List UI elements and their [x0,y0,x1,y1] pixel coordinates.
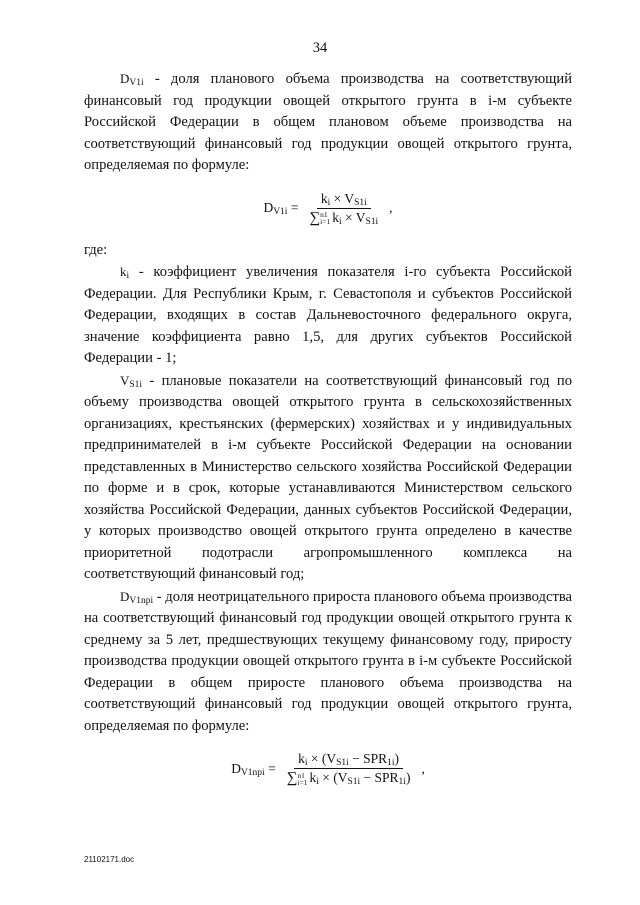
formula-denominator: ∑ n1 i=1 $k_i \times (V_{S1i} - SPR_{1i})$ [286,770,411,787]
formula-lhs: $D_{V1npi}$ = [231,760,276,778]
symbol: D [120,71,130,86]
symbol: k [120,264,127,279]
symbol-subscript: i [126,271,130,281]
page-number: 34 [312,40,328,56]
paragraph-text: - доля неотрицательного прироста планового объема производства на соответствующий финансовый год продукции овощей открытого грунта к среднему за 5 лет, предшествующих текущему финансовому году, приросту производства продукции овощей открытого грунта в i-м субъекте Российской Федерации в общем приросте планового объема производства на соответствующий финансовый год продукции овощей открытого грунта, определяемая по формуле: [84,588,573,734]
formula-fraction [305,191,382,226]
formula-denominator: ∑ n1 i=1 $k_i \times V_{S1i}$ [309,209,379,227]
symbol-subscript: S1i [129,379,143,390]
footer-filename: 21102171.doc [84,855,135,864]
paragraph-text: - коэффициент увеличения показателя i-го субъекта Российской Федерации. Для Республики Крым, г. Севастополя и субъектов Российской Федерации, входящих в состав Дальневосточного федерального округа, значение коэффициента равно 1,5, для других субъектов Российской Федерации - 1; [84,264,572,366]
formula-fraction [283,751,415,786]
paragraph-dv1npi-definition [84,586,572,738]
formula-lhs: $D_{V1i}$ = [263,200,299,217]
symbol-subscript: V1npi [129,595,154,606]
symbol-subscript: V1i [129,78,144,88]
paragraph-vs1i-definition [84,370,572,586]
symbol: D [120,588,130,604]
formula-dv1i [84,191,572,226]
formula-tail: , [421,760,425,776]
where-label: где: [84,241,108,258]
formula-dv1npi [84,751,572,786]
symbol: V [120,372,130,388]
paragraph-text: - плановые показатели на соответствующий финансовый год по объему производства овощей открытого грунта в сельскохозяйственных организациях, крестьянских (фермерских) хозяйствах и у индивидуальных предпринимателей в i-м субъекте Российской Федерации на основании представленных в Министерство сельского хозяйства Российской Федерации по форме и в срок, которые устанавливаются Министерством сельского хозяйства Российской Федерации, данных субъектов Российской Федерации, у которых производство овощей открытого грунта определено в качестве приоритетной подотрасли агропромышленного комплекса на соответствующий финансовый год; [84,372,572,582]
formula-tail: , [389,200,393,215]
formula-numerator: $k_i \times V_{S1i}$ [317,191,371,209]
paragraph-text: - доля планового объема производства на соответствующий финансовый год продукции овощей открытого грунта в i-м субъекте Российской Федерации в общем плановом объеме производства на соответствующий финансовый год продукции овощей открытого грунта, определяемая по формуле: [84,71,572,173]
document-body [84,68,572,800]
paragraph-dv1i-definition [84,68,572,177]
formula-numerator: $k_i \times (V_{S1i} - SPR_{1i})$ [294,751,403,769]
paragraph-ki-definition [84,261,572,370]
